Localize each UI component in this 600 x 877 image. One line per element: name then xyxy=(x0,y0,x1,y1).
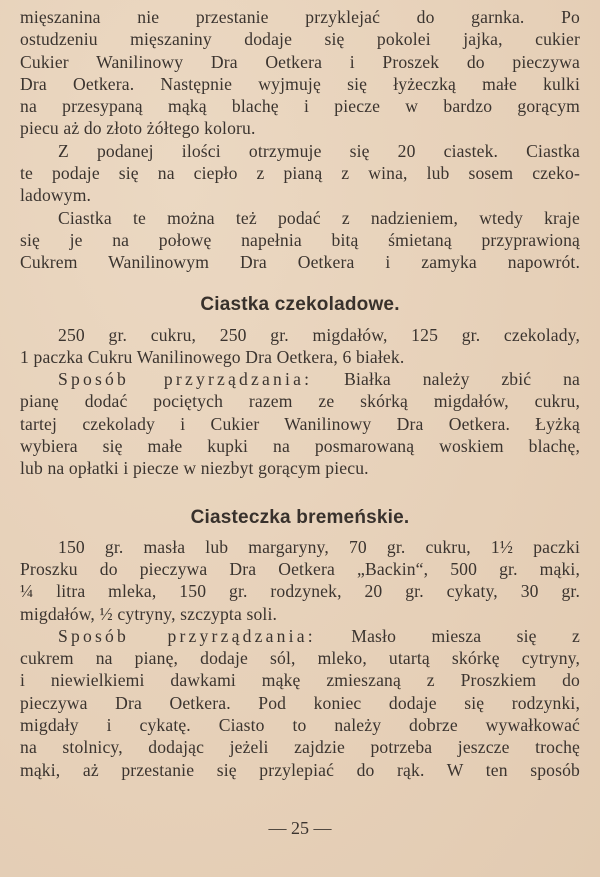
text-line: na stolnicy, dodając jeżeli zajdzie potrzeba jeszcze trochę xyxy=(20,737,580,758)
page-number: — 25 — xyxy=(268,818,332,838)
book-page xyxy=(20,6,580,781)
text-line xyxy=(20,368,580,390)
serving-paragraph xyxy=(20,140,580,207)
text-line: Proszku do pieczywa Dra Oetkera „Backin“, 500 gr. mąki, xyxy=(20,558,580,579)
recipe-title: Ciastka czekoladowe. xyxy=(200,293,400,315)
text-line: lub na opłatki i piecze w niezbyt gorącym piecu. xyxy=(20,458,369,479)
method-paragraph xyxy=(20,625,580,781)
text-line: 250 gr. cukru, 250 gr. migdałów, 125 gr. czekolady, xyxy=(58,324,580,345)
text-line xyxy=(20,625,580,647)
text-line: pieczywa Dra Oetkera. Pod koniec dodaje się rodzynki, xyxy=(20,692,580,713)
text-line: ladowym. xyxy=(20,185,92,206)
text-line: mąki, aż przestanie się przylepiać do rąk. W ten sposób xyxy=(20,759,580,780)
text-line: Cukier Wanilinowy Dra Oetkera i Proszek do pieczywa xyxy=(20,51,580,72)
text-line: Ciastka te można też podać z nadzieniem, wtedy kraje xyxy=(58,207,580,228)
text-line: piecu aż do złoto żółtego koloru. xyxy=(20,118,256,139)
text-line: 1 paczka Cukru Wanilinowego Dra Oetkera, 6 białek. xyxy=(20,346,405,367)
method-paragraph xyxy=(20,368,580,479)
method-text: Masło miesza się z xyxy=(351,625,580,646)
text-line: 150 gr. masła lub margaryny, 70 gr. cukru, 1½ paczki xyxy=(58,536,580,557)
text-line: tartej czekolady i Cukier Wanilinowy Dra Oetkera. Łyżką xyxy=(20,413,580,434)
method-label: Sposób przyrządzania: xyxy=(58,625,316,646)
text-line: ¼ litra mleka, 150 gr. rodzynek, 20 gr. cykaty, 30 gr. xyxy=(20,581,580,602)
text-line: wybiera się małe kupki na posmarowaną woskiem blachę, xyxy=(20,436,580,457)
text-line: się je na połowę napełnia bitą śmietaną przyprawioną xyxy=(20,229,580,250)
text-line: Cukrem Wanilinowym Dra Oetkera i zamyka napowrót. xyxy=(20,252,580,273)
text-line: te podaje się na ciepło z pianą z wina, lub sosem czeko- xyxy=(20,163,580,184)
ingredients-paragraph xyxy=(20,324,580,369)
intro-paragraph xyxy=(20,6,580,140)
text-line: Z podanej ilości otrzymuje się 20 ciastek. Ciastka xyxy=(58,140,580,161)
text-line: Dra Oetkera. Następnie wyjmuję się łyżeczką małe kulki xyxy=(20,73,580,94)
text-line: i niewielkiemi dawkami mąkę zmieszaną z Proszkiem do xyxy=(20,670,580,691)
text-line: migdałów, ½ cytryny, szczypta soli. xyxy=(20,603,278,624)
recipe-title: Ciasteczka bremeńskie. xyxy=(190,506,410,528)
ingredients-paragraph xyxy=(20,536,580,625)
text-line: migdały i cykatę. Ciasto to należy dobrze wywałkować xyxy=(20,715,580,736)
text-line: ostudzeniu mięszaniny dodaje się pokolei jajka, cukier xyxy=(20,29,580,50)
method-text: Białka należy zbić na xyxy=(344,369,580,390)
text-line: cukrem na pianę, dodaje sól, mleko, utartą skórkę cytryny, xyxy=(20,648,580,669)
method-label: Sposób przyrządzania: xyxy=(58,369,313,390)
text-line: pianę dodać pociętych razem ze skórką migdałów, cukru, xyxy=(20,391,580,412)
text-line: mięszanina nie przestanie przyklejać do garnka. Po xyxy=(20,7,580,27)
filling-paragraph xyxy=(20,207,580,274)
text-line: na przesypaną mąką blachę i piecze w bardzo gorącym xyxy=(20,96,580,117)
